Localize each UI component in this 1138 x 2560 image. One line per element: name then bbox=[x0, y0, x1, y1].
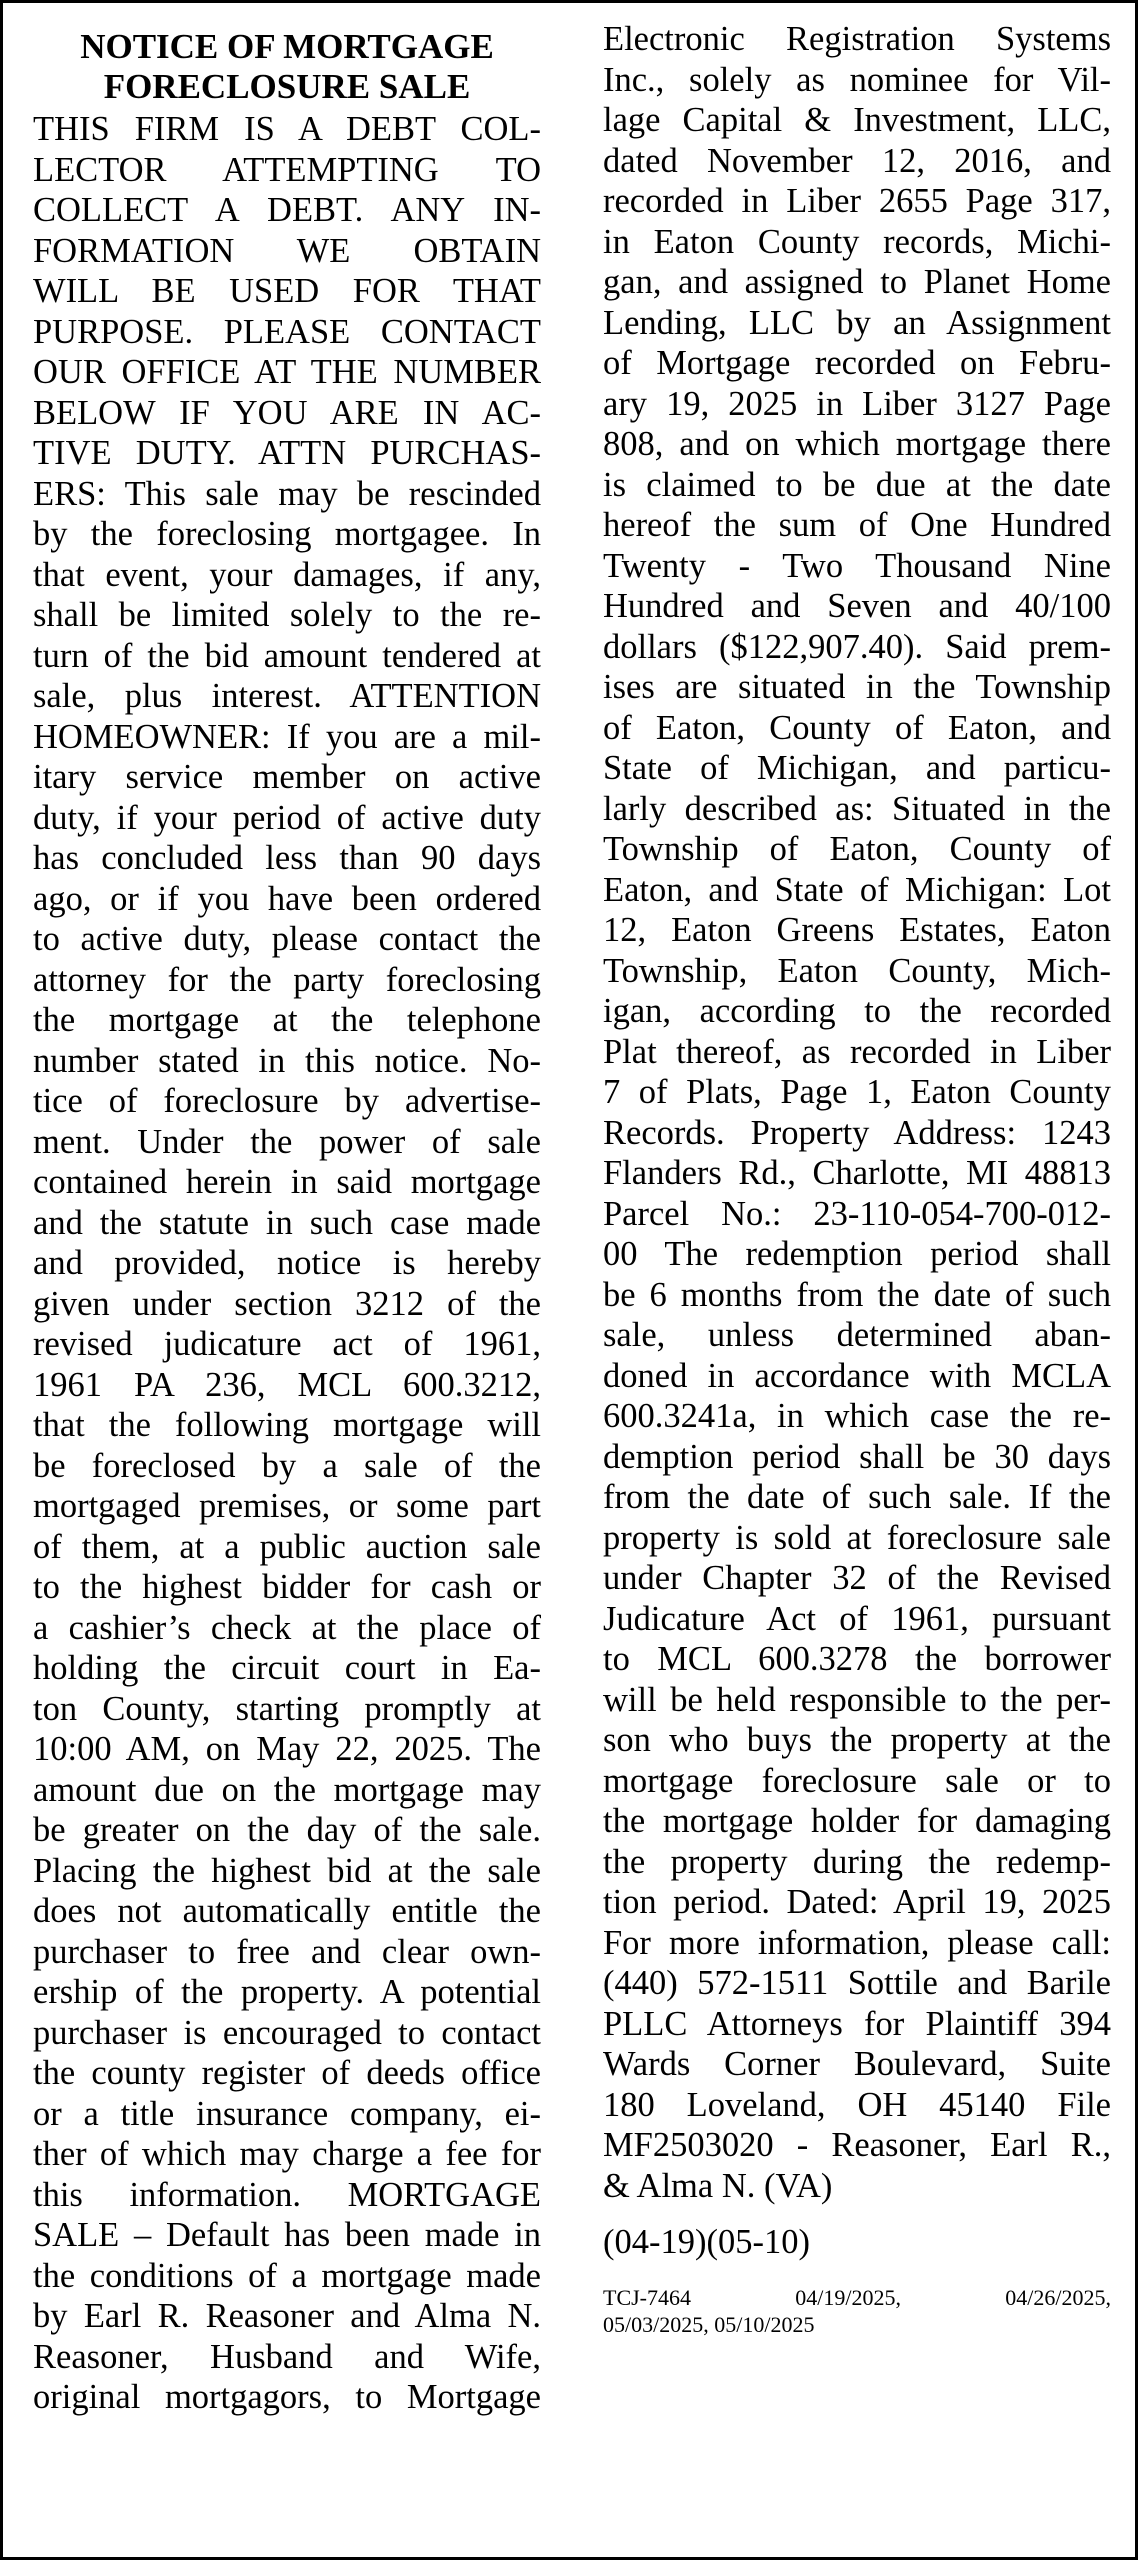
left-column-body bbox=[33, 109, 541, 2418]
text-line: of Mortgage recorded on Febru- bbox=[603, 344, 1111, 382]
text-line: property is sold at foreclosure sale bbox=[603, 1518, 1111, 1557]
text-line: ary 19, 2025 in Liber 3127 Page bbox=[603, 384, 1111, 423]
text-line: by the foreclosing mortgagee. In bbox=[33, 515, 541, 553]
text-line: 808, and on which mortgage there bbox=[603, 425, 1111, 463]
text-line: 1961 PA 236, MCL 600.3212, bbox=[33, 1365, 541, 1404]
text-line: ment. Under the power of sale bbox=[33, 1122, 541, 1161]
text-line: has concluded less than 90 days bbox=[33, 839, 541, 877]
text-line: a cashier’s check at the place of bbox=[33, 1608, 541, 1647]
text-line: the mortgage holder for damaging bbox=[603, 1802, 1111, 1840]
text-line: 00 The redemption period shall bbox=[603, 1235, 1111, 1273]
text-line: be foreclosed by a sale of the bbox=[33, 1446, 541, 1485]
text-line: itary service member on active bbox=[33, 758, 541, 796]
right-column-body bbox=[603, 19, 1111, 2206]
text-line: sale, unless determined aban- bbox=[603, 1316, 1111, 1354]
text-line: Flanders Rd., Charlotte, MI 48813 bbox=[603, 1154, 1111, 1192]
text-line: OUR OFFICE AT THE NUMBER bbox=[33, 353, 541, 391]
text-line: from the date of such sale. If the bbox=[603, 1478, 1111, 1516]
text-line: mortgage foreclosure sale or to bbox=[603, 1761, 1111, 1800]
text-line: BELOW IF YOU ARE IN AC- bbox=[33, 393, 541, 432]
text-line: the conditions of a mortgage made bbox=[33, 2256, 541, 2295]
text-line: the property during the redemp- bbox=[603, 1842, 1111, 1881]
left-column bbox=[33, 19, 541, 2418]
text-line: under Chapter 32 of the Revised bbox=[603, 1559, 1111, 1597]
text-line: 10:00 AM, on May 22, 2025. The bbox=[33, 1730, 541, 1768]
title-line: FORECLOSURE SALE bbox=[103, 67, 471, 106]
text-line: is claimed to be due at the date bbox=[603, 465, 1111, 504]
text-line: turn of the bid amount tendered at bbox=[33, 636, 541, 675]
text-line: larly described as: Situated in the bbox=[603, 789, 1111, 828]
text-line: be 6 months from the date of such bbox=[603, 1275, 1111, 1314]
text-line: demption period shall be 30 days bbox=[603, 1437, 1111, 1476]
text-line: gan, and assigned to Planet Home bbox=[603, 263, 1111, 301]
text-line: HOMEOWNER: If you are a mil- bbox=[33, 717, 541, 756]
text-line: original mortgagors, to Mortgage bbox=[33, 2378, 541, 2416]
text-line: to the highest bidder for cash or bbox=[33, 1568, 541, 1606]
text-line: Records. Property Address: 1243 bbox=[603, 1113, 1111, 1152]
text-line: tion period. Dated: April 19, 2025 bbox=[603, 1883, 1111, 1921]
text-line: TIVE DUTY. ATTN PURCHAS- bbox=[33, 434, 541, 472]
text-line: SALE – Default has been made in bbox=[33, 2216, 541, 2254]
text-line: For more information, please call: bbox=[603, 1923, 1111, 1962]
text-line: purchaser is encouraged to contact bbox=[33, 2013, 541, 2052]
text-line: & Alma N. (VA) bbox=[603, 2166, 833, 2205]
text-line: Eaton, and State of Michigan: Lot bbox=[603, 870, 1111, 909]
text-line: ther of which may charge a fee for bbox=[33, 2135, 541, 2173]
text-line: Hundred and Seven and 40/100 bbox=[603, 587, 1111, 625]
text-line: Reasoner, Husband and Wife, bbox=[33, 2337, 541, 2376]
text-line: 12, Eaton Greens Estates, Eaton bbox=[603, 911, 1111, 949]
text-line: Lending, LLC by an Assignment bbox=[603, 303, 1111, 342]
text-line: son who buys the property at the bbox=[603, 1721, 1111, 1759]
text-line: of Eaton, County of Eaton, and bbox=[603, 708, 1111, 747]
text-line: WILL BE USED FOR THAT bbox=[33, 272, 541, 310]
text-line: does not automatically entitle the bbox=[33, 1892, 541, 1930]
text-line: THIS FIRM IS A DEBT COL- bbox=[33, 110, 541, 148]
publication-dates: (04-19)(05-10) bbox=[603, 2223, 810, 2261]
text-line: dated November 12, 2016, and bbox=[603, 141, 1111, 180]
text-line: holding the circuit court in Ea- bbox=[33, 1649, 541, 1687]
text-line: shall be limited solely to the re- bbox=[33, 596, 541, 634]
text-line: lage Capital & Investment, LLC, bbox=[603, 101, 1111, 139]
text-line: Twenty - Two Thousand Nine bbox=[603, 546, 1111, 585]
text-line: and the statute in such case made bbox=[33, 1203, 541, 1242]
text-line: ERS: This sale may be rescinded bbox=[33, 474, 541, 513]
text-line: amount due on the mortgage may bbox=[33, 1770, 541, 1809]
text-line: given under section 3212 of the bbox=[33, 1284, 541, 1323]
text-line: and provided, notice is hereby bbox=[33, 1244, 541, 1282]
text-line: ises are situated in the Township bbox=[603, 668, 1111, 706]
text-line: the mortgage at the telephone bbox=[33, 1001, 541, 1039]
text-line: Wards Corner Boulevard, Suite bbox=[603, 2045, 1111, 2083]
notice-title bbox=[33, 27, 541, 107]
text-line: PURPOSE. PLEASE CONTACT bbox=[33, 312, 541, 351]
text-line: attorney for the party foreclosing bbox=[33, 960, 541, 999]
text-line: or a title insurance company, ei- bbox=[33, 2094, 541, 2133]
text-line: be greater on the day of the sale. bbox=[33, 1811, 541, 1849]
text-line: Township of Eaton, County of bbox=[603, 830, 1111, 868]
text-line: Parcel No.: 23-110-054-700-012- bbox=[603, 1194, 1111, 1233]
text-line: State of Michigan, and particu- bbox=[603, 749, 1111, 787]
text-line: doned in accordance with MCLA bbox=[603, 1356, 1111, 1395]
text-line: igan, according to the recorded bbox=[603, 992, 1111, 1030]
text-line: TCJ-7464 04/19/2025, 04/26/2025, bbox=[603, 2285, 1111, 2310]
text-line: Judicature Act of 1961, pursuant bbox=[603, 1599, 1111, 1638]
text-line: MF2503020 - Reasoner, Earl R., bbox=[603, 2126, 1111, 2164]
text-line: 600.3241a, in which case the re- bbox=[603, 1397, 1111, 1435]
text-line: (440) 572-1511 Sottile and Barile bbox=[603, 1964, 1111, 2002]
text-line: Inc., solely as nominee for Vil- bbox=[603, 60, 1111, 99]
text-line: will be held responsible to the per- bbox=[603, 1680, 1111, 1719]
text-line: by Earl R. Reasoner and Alma N. bbox=[33, 2297, 541, 2335]
text-line: this information. MORTGAGE bbox=[33, 2175, 541, 2214]
text-line: contained herein in said mortgage bbox=[33, 1163, 541, 1201]
text-line: that event, your damages, if any, bbox=[33, 555, 541, 594]
text-line: duty, if your period of active duty bbox=[33, 798, 541, 837]
text-line: number stated in this notice. No- bbox=[33, 1041, 541, 1080]
text-line: sale, plus interest. ATTENTION bbox=[33, 677, 541, 715]
text-line: of them, at a public auction sale bbox=[33, 1527, 541, 1566]
text-line: PLLC Attorneys for Plaintiff 394 bbox=[603, 2004, 1111, 2043]
text-line: Plat thereof, as recorded in Liber bbox=[603, 1032, 1111, 1071]
title-line: NOTICE OF MORTGAGE bbox=[80, 27, 494, 66]
text-line: purchaser to free and clear own- bbox=[33, 1932, 541, 1971]
text-line: COLLECT A DEBT. ANY IN- bbox=[33, 191, 541, 229]
text-line: tice of foreclosure by advertise- bbox=[33, 1082, 541, 1120]
text-line: Placing the highest bid at the sale bbox=[33, 1851, 541, 1890]
text-line: to MCL 600.3278 the borrower bbox=[603, 1640, 1111, 1678]
text-line: Electronic Registration Systems bbox=[603, 20, 1111, 58]
text-line: the county register of deeds office bbox=[33, 2054, 541, 2092]
text-line: Township, Eaton County, Mich- bbox=[603, 951, 1111, 990]
text-line: ago, or if you have been ordered bbox=[33, 879, 541, 918]
text-line: ton County, starting promptly at bbox=[33, 1689, 541, 1728]
text-line: LECTOR ATTEMPTING TO bbox=[33, 150, 541, 189]
text-line: in Eaton County records, Michi- bbox=[603, 222, 1111, 261]
text-line: ership of the property. A potential bbox=[33, 1973, 541, 2011]
text-line: FORMATION WE OBTAIN bbox=[33, 231, 541, 270]
text-line: dollars ($122,907.40). Said prem- bbox=[603, 627, 1111, 666]
text-line: mortgaged premises, or some part bbox=[33, 1487, 541, 1525]
text-line: that the following mortgage will bbox=[33, 1406, 541, 1444]
text-line: 180 Loveland, OH 45140 File bbox=[603, 2085, 1111, 2124]
right-column bbox=[603, 19, 1111, 2338]
text-line: to active duty, please contact the bbox=[33, 920, 541, 958]
text-line: recorded in Liber 2655 Page 317, bbox=[603, 182, 1111, 220]
text-line: 7 of Plats, Page 1, Eaton County bbox=[603, 1073, 1111, 1111]
text-line: hereof the sum of One Hundred bbox=[603, 506, 1111, 544]
text-line: 05/03/2025, 05/10/2025 bbox=[603, 2312, 815, 2337]
tcj-reference bbox=[603, 2284, 1111, 2338]
text-line: revised judicature act of 1961, bbox=[33, 1325, 541, 1363]
